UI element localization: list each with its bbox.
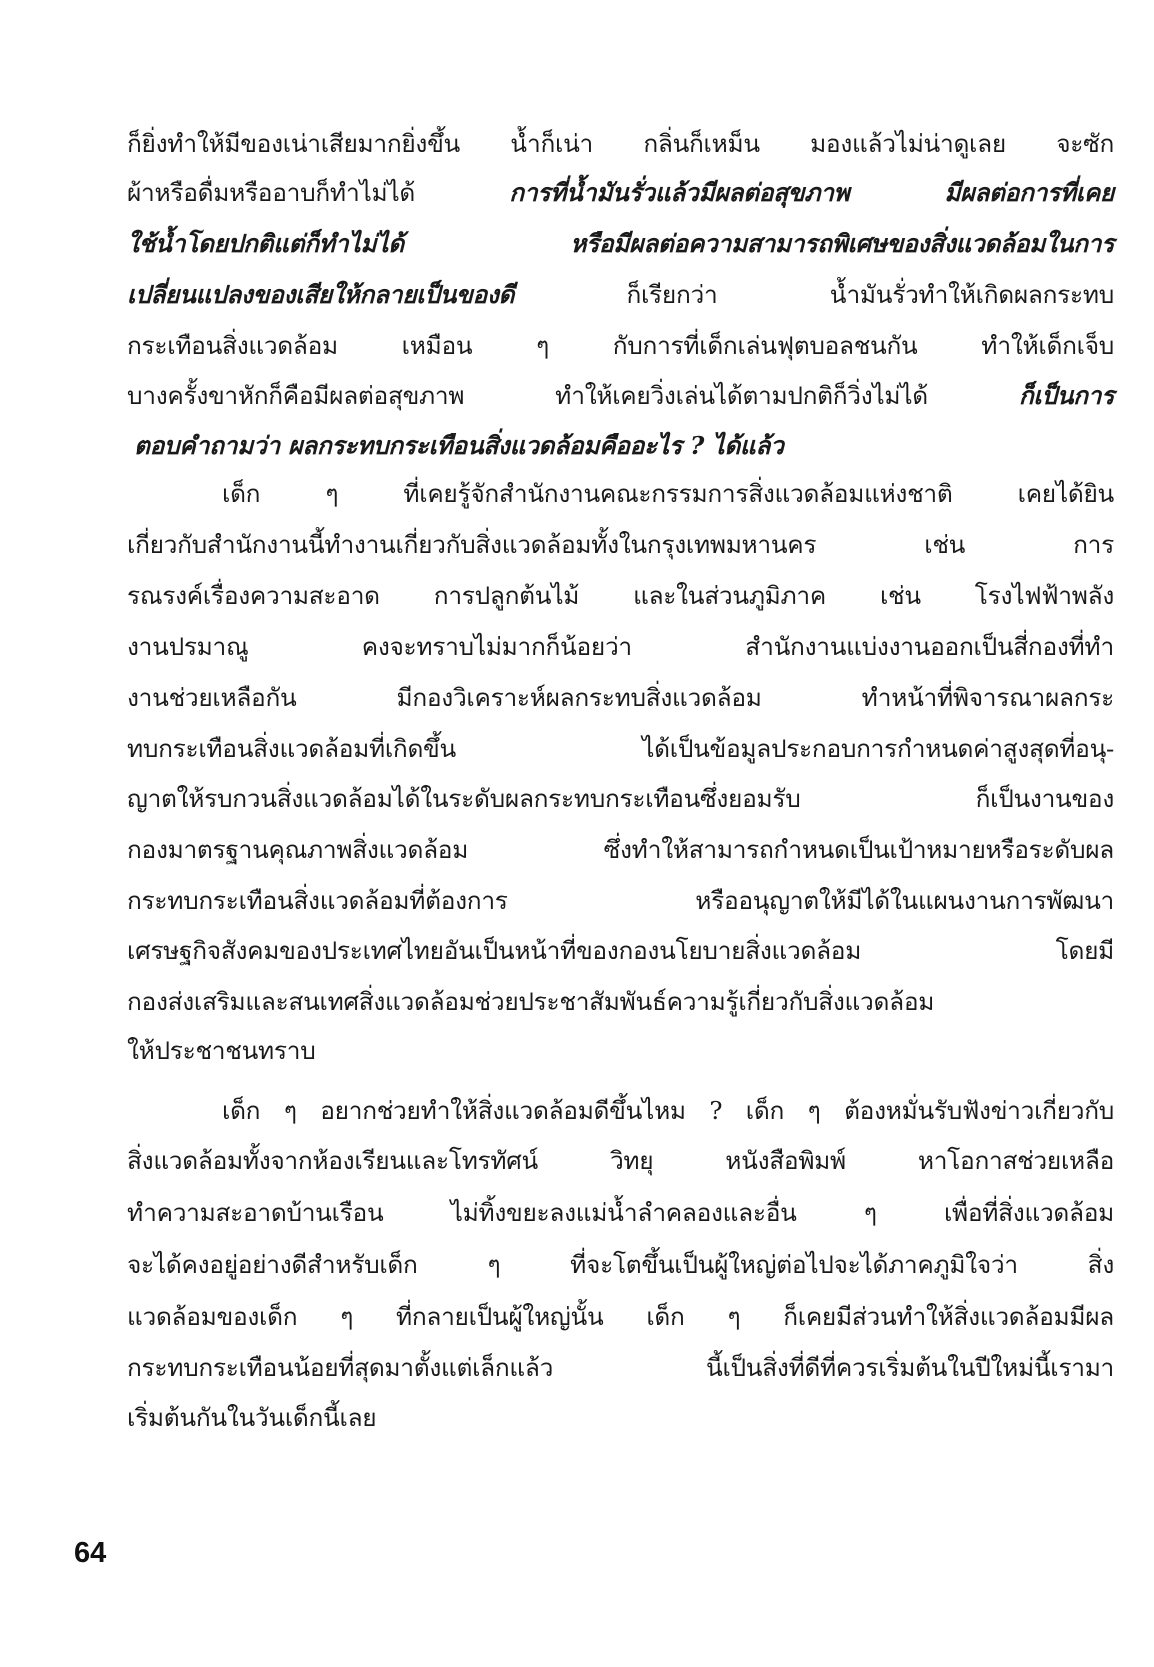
paragraph1-line2 xyxy=(127,173,1114,213)
paragraph1-line7-emphasis: ตอบคำถามว่า ผลกระทบกระเทือนสิ่งแวดล้อมคืออะไร ? ได้แล้ว xyxy=(134,431,784,460)
paragraph3-line6: กระทบกระเทือนน้อยที่สุดมาตั้งแต่เล็กแล้ว นี้เป็นสิ่งที่ดีที่ควรเริ่มต้นในปีใหม่นี้เรามา xyxy=(127,1353,1114,1382)
page-number: 64 xyxy=(74,1537,107,1569)
paragraph1-line2-text: ผ้าหรือดื่มหรืออาบก็ทำไม่ได้ xyxy=(127,178,510,207)
paragraph2-line7: ญาตให้รบกวนสิ่งแวดล้อมได้ในระดับผลกระทบกระเทือนซึ่งยอมรับ ก็เป็นงานของ xyxy=(127,784,1114,813)
paragraph1-line2-emphasis: การที่น้ำมันรั่วแล้วมีผลต่อสุขภาพ มีผลต่อการที่เคย xyxy=(509,178,1114,207)
paragraph2-line10: เศรษฐกิจสังคมของประเทศไทยอันเป็นหน้าที่ของกองนโยบายสิ่งแวดล้อม โดยมี xyxy=(127,936,1114,965)
paragraph1-line4-text: ก็เรียกว่า น้ำมันรั่วทำให้เกิดผลกระทบ xyxy=(514,280,1114,309)
paragraph2-line3: รณรงค์เรื่องความสะอาด การปลูกต้นไม้ และในส่วนภูมิภาค เช่น โรงไฟฟ้าพลัง xyxy=(127,581,1114,610)
paragraph2-line11: กองส่งเสริมและสนเทศสิ่งแวดล้อมช่วยประชาสัมพันธ์ความรู้เกี่ยวกับสิ่งแวดล้อม xyxy=(127,987,935,1016)
paragraph1-line4 xyxy=(127,275,1114,315)
paragraph2-line9: กระทบกระเทือนสิ่งแวดล้อมที่ต้องการ หรืออนุญาตให้มีได้ในแผนงานการพัฒนา xyxy=(127,886,1114,915)
paragraph1-line4-emphasis: เปลี่ยนแปลงของเสียให้กลายเป็นของดี xyxy=(127,280,515,309)
paragraph2-line4: งานปรมาณู คงจะทราบไม่มากก็น้อยว่า สำนักงานแบ่งงานออกเป็นสี่กองที่ทำ xyxy=(127,632,1114,661)
paragraph1-line5: กระเทือนสิ่งแวดล้อม เหมือน ๆ กับการที่เด็กเล่นฟุตบอลชนกัน ทำให้เด็กเจ็บ xyxy=(127,331,1114,360)
paragraph2-line5: งานช่วยเหลือกัน มีกองวิเคราะห์ผลกระทบสิ่งแวดล้อม ทำหน้าที่พิจารณาผลกระ xyxy=(127,683,1114,712)
paragraph1-line6-text: บางครั้งขาหักก็คือมีผลต่อสุขภาพ ทำให้เคยวิ่งเล่นได้ตามปกติก็วิ่งไม่ได้ xyxy=(127,381,1019,410)
paragraph3-line1: เด็ก ๆ อยากช่วยทำให้สิ่งแวดล้อมดีขึ้นไหม ? เด็ก ๆ ต้องหมั่นรับฟังข่าวเกี่ยวกับ xyxy=(222,1096,1114,1125)
paragraph3-line5: แวดล้อมของเด็ก ๆ ที่กลายเป็นผู้ใหญ่นั้น เด็ก ๆ ก็เคยมีส่วนทำให้สิ่งแวดล้อมมีผล xyxy=(127,1302,1114,1331)
paragraph3-line7: เริ่มต้นกันในวันเด็กนี้เลย xyxy=(127,1403,377,1432)
paragraph3-line3: ทำความสะอาดบ้านเรือน ไม่ทิ้งขยะลงแม่น้ำลำคลองและอื่น ๆ เพื่อที่สิ่งแวดล้อม xyxy=(127,1198,1114,1227)
paragraph3-line4: จะได้คงอยู่อย่างดีสำหรับเด็ก ๆ ที่จะโตขึ้นเป็นผู้ใหญ่ต่อไปจะได้ภาคภูมิใจว่า สิ่ง xyxy=(127,1250,1114,1279)
paragraph1-line3-emphasis: ใช้น้ำโดยปกติแต่ก็ทำไม่ได้ หรือมีผลต่อความสามารถพิเศษของสิ่งแวดล้อมในการ xyxy=(127,229,1114,258)
paragraph1-line6 xyxy=(127,376,1114,416)
paragraph2-line6: ทบกระเทือนสิ่งแวดล้อมที่เกิดขึ้น ได้เป็นข้อมูลประกอบการกำหนดค่าสูงสุดที่อนุ- xyxy=(127,734,1114,763)
paragraph2-line2: เกี่ยวกับสำนักงานนี้ทำงานเกี่ยวกับสิ่งแวดล้อมทั้งในกรุงเทพมหานคร เช่น การ xyxy=(127,530,1114,559)
paragraph3-line2: สิ่งแวดล้อมทั้งจากห้องเรียนและโทรทัศน์ วิทยุ หนังสือพิมพ์ หาโอกาสช่วยเหลือ xyxy=(127,1146,1114,1175)
paragraph2-line1: เด็ก ๆ ที่เคยรู้จักสำนักงานคณะกรรมการสิ่งแวดล้อมแห่งชาติ เคยได้ยิน xyxy=(222,479,1114,508)
paragraph1-line6-emphasis: ก็เป็นการ xyxy=(1018,381,1114,410)
paragraph2-line12: ให้ประชาชนทราบ xyxy=(127,1036,316,1065)
paragraph1-line1: ก็ยิ่งทำให้มีของเน่าเสียมากยิ่งขึ้น น้ำก็เน่า กลิ่นก็เหม็น มองแล้วไม่น่าดูเลย จะซัก xyxy=(127,129,1114,158)
paragraph2-line8: กองมาตรฐานคุณภาพสิ่งแวดล้อม ซึ่งทำให้สามารถกำหนดเป็นเป้าหมายหรือระดับผล xyxy=(127,835,1114,864)
